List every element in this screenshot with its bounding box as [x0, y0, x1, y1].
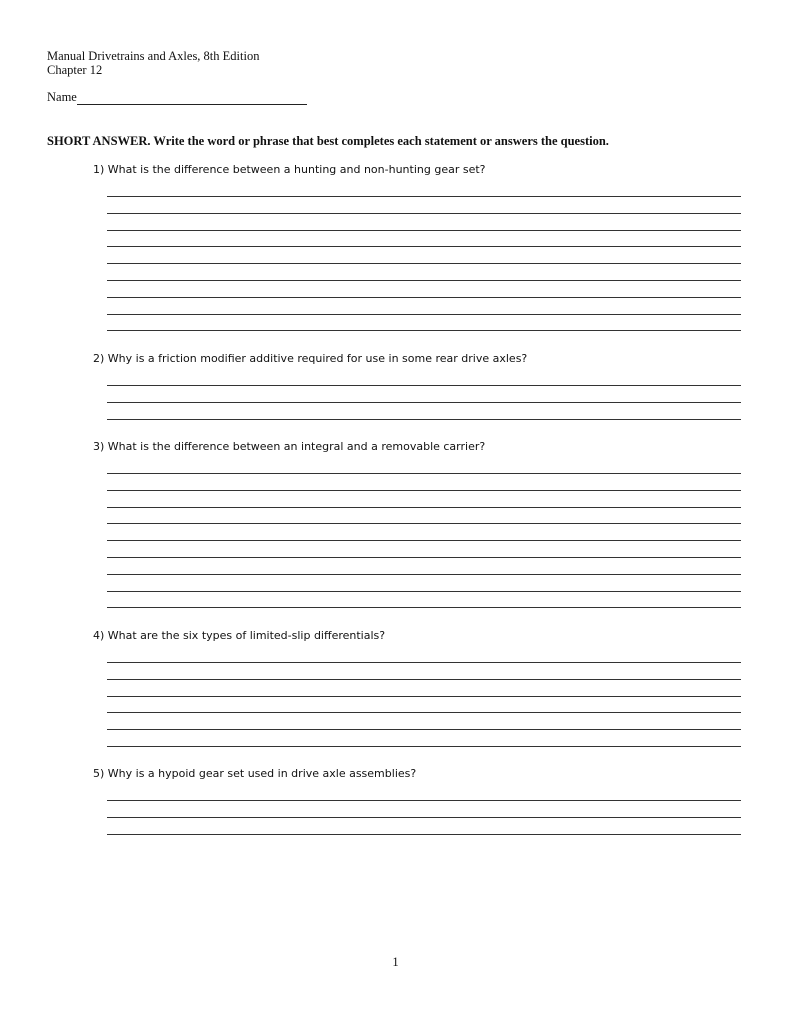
answer-line[interactable]: [107, 297, 741, 298]
answer-line[interactable]: [107, 330, 741, 331]
instructions: SHORT ANSWER. Write the word or phrase that best completes each statement or answers the question.: [47, 134, 609, 148]
answer-line[interactable]: [107, 473, 741, 474]
name-label: Name: [47, 90, 77, 104]
answer-line[interactable]: [107, 800, 741, 801]
name-field: [47, 90, 307, 105]
question-4: 4) What are the six types of limited-slip differentials?: [93, 629, 386, 642]
answer-line[interactable]: [107, 729, 741, 730]
answer-line[interactable]: [107, 230, 741, 231]
answer-line[interactable]: [107, 679, 741, 680]
answer-line[interactable]: [107, 246, 741, 247]
answer-line[interactable]: [107, 834, 741, 835]
answer-line[interactable]: [107, 490, 741, 491]
question-5: 5) Why is a hypoid gear set used in drive axle assemblies?: [93, 767, 417, 780]
answer-line[interactable]: [107, 696, 741, 697]
question-2: 2) Why is a friction modifier additive required for use in some rear drive axles?: [93, 352, 528, 365]
answer-line[interactable]: [107, 196, 741, 197]
answer-line[interactable]: [107, 263, 741, 264]
answer-line[interactable]: [107, 591, 741, 592]
book-title: Manual Drivetrains and Axles, 8th Edition: [47, 49, 260, 63]
answer-line[interactable]: [107, 402, 741, 403]
answer-line[interactable]: [107, 280, 741, 281]
answer-line[interactable]: [107, 557, 741, 558]
answer-line[interactable]: [107, 385, 741, 386]
question-1: 1) What is the difference between a hunting and non-hunting gear set?: [93, 163, 486, 176]
chapter-label: Chapter 12: [47, 63, 103, 77]
answer-line[interactable]: [107, 746, 741, 747]
document-header: [47, 49, 259, 77]
answer-line[interactable]: [107, 419, 741, 420]
answer-line[interactable]: [107, 712, 741, 713]
answer-line[interactable]: [107, 607, 741, 608]
answer-line[interactable]: [107, 817, 741, 818]
answer-line[interactable]: [107, 662, 741, 663]
answer-line[interactable]: [107, 523, 741, 524]
answer-line[interactable]: [107, 314, 741, 315]
page-number: 1: [392, 955, 399, 969]
name-blank-line[interactable]: [77, 92, 307, 105]
answer-line[interactable]: [107, 540, 741, 541]
answer-line[interactable]: [107, 507, 741, 508]
answer-line[interactable]: [107, 213, 741, 214]
answer-line[interactable]: [107, 574, 741, 575]
question-3: 3) What is the difference between an integral and a removable carrier?: [93, 440, 486, 453]
